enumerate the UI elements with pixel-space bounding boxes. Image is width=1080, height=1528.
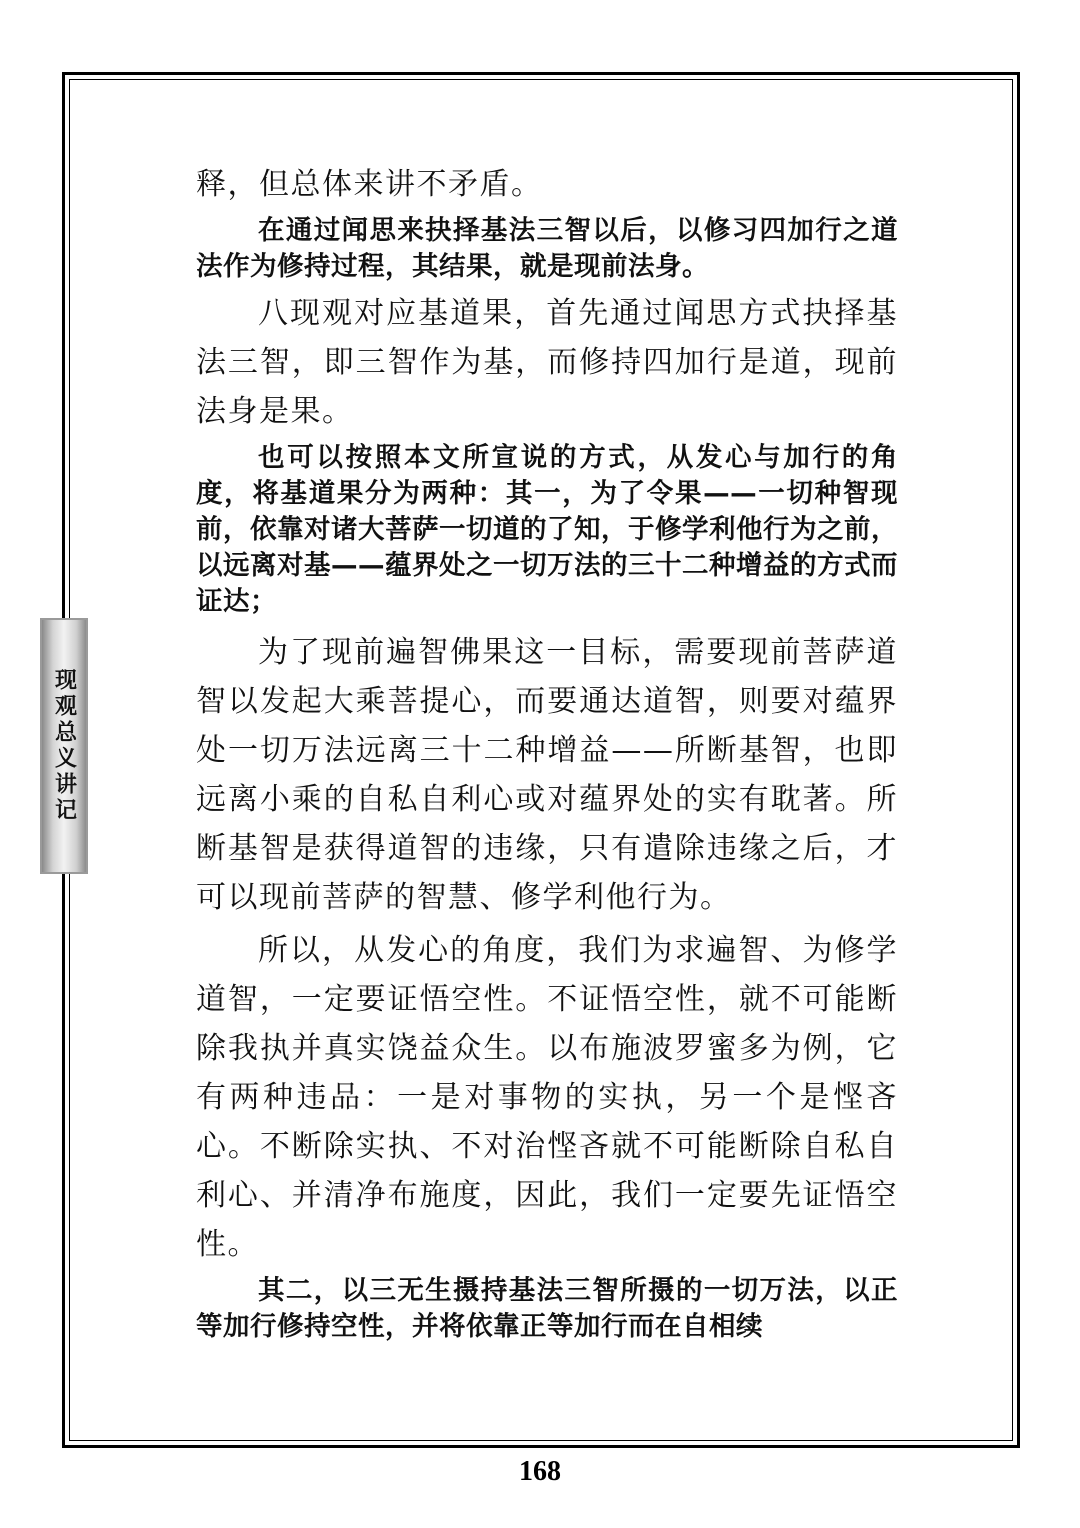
side-tab-title: 现观总义讲记 bbox=[51, 668, 77, 824]
page-number: 168 bbox=[519, 1456, 561, 1487]
paragraph: 八现观对应基道果，首先通过闻思方式抉择基法三智，即三智作为基，而修持四加行是道，现前法身是果。 bbox=[196, 296, 898, 429]
body-text bbox=[196, 160, 898, 1345]
paragraph: 为了现前遍智佛果这一目标，需要现前菩萨道智以发起大乘菩提心，而要通达道智，则要对蕴界处一切万法远离三十二种增益——所断基智，也即远离小乘的自私自利心或对蕴界处的实有耽著。所断基智是获得道智的违缘，只有遣除违缘之后，才可以现前菩萨的智慧、修学利他行为。 bbox=[196, 635, 898, 915]
paragraph: 所以，从发心的角度，我们为求遍智、为修学道智，一定要证悟空性。不证悟空性，就不可能断除我执并真实饶益众生。以布施波罗蜜多为例，它有两种违品：一是对事物的实执，另一个是悭吝心。不断除实执、不对治悭吝就不可能断除自私自利心、并清净布施度，因此，我们一定要先证悟空性。 bbox=[196, 933, 898, 1262]
paragraph: 也可以按照本文所宣说的方式，从发心与加行的角度，将基道果分为两种：其一，为了令果——一切种智现前，依靠对诸大菩萨一切道的了知，于修学利他行为之前，以远离对基——蕴界处之一切万法的三十二种增益的方式而证达； bbox=[196, 442, 898, 617]
paragraph: 在通过闻思来抉择基法三智以后，以修习四加行之道法作为修持过程，其结果，就是现前法身。 bbox=[196, 215, 898, 282]
chapter-side-tab bbox=[40, 618, 88, 874]
paragraph: 其二，以三无生摄持基法三智所摄的一切万法，以正等加行修持空性，并将依靠正等加行而在自相续 bbox=[196, 1275, 898, 1342]
paragraph: 释，但总体来讲不矛盾。 bbox=[196, 167, 543, 202]
